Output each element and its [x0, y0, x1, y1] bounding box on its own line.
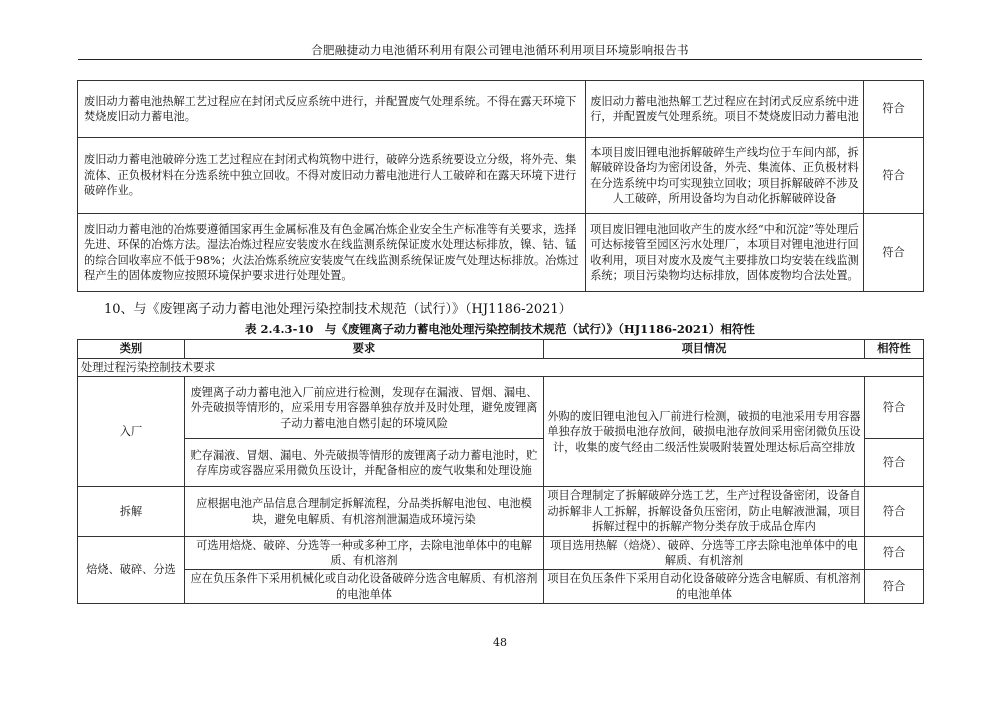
- table-caption: 表 2.4.3-10 与《废锂离子动力蓄电池处理污染控制技术规范（试行）》（HJ1186-2021）相符性: [245, 322, 755, 336]
- requirement-cell: 应根据电池产品信息合理制定拆解流程，分品类拆解电池包、电池模块，避免电解质、有机溶剂泄漏造成环境污染: [185, 487, 544, 536]
- section-heading: 10、与《废锂离子动力蓄电池处理污染控制技术规范（试行）》（HJ1186-2021）: [104, 302, 572, 317]
- header-rule: [78, 59, 922, 60]
- table-row: [78, 81, 924, 138]
- compliance-cell: 符合: [864, 81, 924, 138]
- table-row: [78, 536, 924, 570]
- table-row: [78, 138, 924, 214]
- subheading-cell: 处理过程污染控制技术要求: [78, 359, 924, 377]
- header-project-status: 项目情况: [544, 340, 865, 359]
- table-subheading-row: [78, 359, 924, 377]
- project-status-cell: 项目在负压条件下采用自动化设备破碎分选含电解质、有机溶剂的电池单体: [544, 570, 865, 604]
- compliance-cell: 符合: [864, 214, 924, 292]
- compliance-cell: 符合: [865, 487, 924, 536]
- table-row: [78, 214, 924, 292]
- header-category: 类别: [78, 340, 185, 359]
- category-cell: 拆解: [78, 487, 185, 536]
- requirement-cell: 废旧动力蓄电池热解工艺过程应在封闭式反应系统中进行，并配置废气处理系统。不得在露天环境下焚烧废旧动力蓄电池。: [78, 81, 586, 138]
- project-status-cell: 废旧动力蓄电池热解工艺过程应在封闭式反应系统中进行，并配置废气处理系统。项目不焚烧废旧动力蓄电池: [586, 81, 864, 138]
- category-cell: 入厂: [78, 377, 185, 487]
- header-requirement: 要求: [185, 340, 544, 359]
- requirement-cell: 废旧动力蓄电池的冶炼要遵循国家再生金属标准及有色金属冶炼企业安全生产标准等有关要求，选择先进、环保的冶炼方法。湿法冶炼过程应安装废水在线监测系统保证废水处理达标排放，镍、钴、锰的综合回收率应不低于98%；火法冶炼系统应安装废气在线监测系统保证废气处理达标排放。冶炼过程产生的固体废物应按照环境保护要求进行处理处置。: [78, 214, 586, 292]
- project-status-cell: 项目废旧锂电池回收产生的废水经“中和沉淀”等处理后可达标接管至园区污水处理厂，本项目对锂电池进行回收利用，项目对废水及废气主要排放口均安装在线监测系统；项目污染物均达标排放，固体废物均合法处置。: [586, 214, 864, 292]
- table-row: [78, 487, 924, 536]
- requirement-cell: 可选用焙烧、破碎、分选等一种或多种工序，去除电池单体中的电解质、有机溶剂: [185, 536, 544, 570]
- category-cell: 焙烧、破碎、分选: [78, 536, 185, 604]
- compliance-table-continued: [77, 80, 924, 292]
- compliance-cell: 符合: [865, 439, 924, 487]
- compliance-cell: 符合: [865, 536, 924, 570]
- page-number: 48: [493, 636, 507, 649]
- project-status-cell: 项目合理制定了拆解破碎分选工艺，生产过程设备密闭，设备自动拆解非人工拆解，拆解设备负压密闭，防止电解液泄漏，项目拆解过程中的拆解产物分类存放于成品仓库内: [544, 487, 865, 536]
- requirement-cell: 废旧动力蓄电池破碎分选工艺过程应在封闭式构筑物中进行，破碎分选系统要设立分级，将外壳、集流体、正负极材料在分选系统中独立回收。不得对废旧动力蓄电池进行人工破碎和在露天环境下进行破碎作业。: [78, 138, 586, 214]
- compliance-cell: 符合: [865, 570, 924, 604]
- requirement-cell: 应在负压条件下采用机械化或自动化设备破碎分选含电解质、有机溶剂的电池单体: [185, 570, 544, 604]
- project-status-cell: 本项目废旧锂电池拆解破碎生产线均位于车间内部，拆解破碎设备均为密闭设备，外壳、集流体、正负极材料在分选系统中均可实现独立回收；项目拆解破碎不涉及人工破碎，所用设备均为自动化拆解破碎设备: [586, 138, 864, 214]
- page-header: 合肥融捷动力电池循环利用有限公司锂电池循环利用项目环境影响报告书: [311, 43, 689, 57]
- compliance-cell: 符合: [865, 377, 924, 439]
- table-row: [78, 570, 924, 604]
- table-header-row: [78, 340, 924, 359]
- hj1186-compliance-table: [77, 339, 924, 604]
- requirement-cell: 贮存漏液、冒烟、漏电、外壳破损等情形的废锂离子动力蓄电池时，贮存库房或容器应采用微负压设计，并配备相应的废气收集和处理设施: [185, 439, 544, 487]
- project-status-cell: 项目选用热解（焙烧）、破碎、分选等工序去除电池单体中的电解质、有机溶剂: [544, 536, 865, 570]
- header-compliance: 相符性: [865, 340, 924, 359]
- project-status-cell: 外购的废旧锂电池包入厂前进行检测，破损的电池采用专用容器单独存放于破损电池存放间，破损电池存放间采用密闭微负压设计，收集的废气经由二级活性炭吸附装置处理达标后高空排放: [544, 377, 865, 487]
- requirement-cell: 废锂离子动力蓄电池入厂前应进行检测，发现存在漏液、冒烟、漏电、外壳破损等情形的，应采用专用容器单独存放并及时处理，避免废锂离子动力蓄电池自燃引起的环境风险: [185, 377, 544, 439]
- compliance-cell: 符合: [864, 138, 924, 214]
- table-row: [78, 377, 924, 439]
